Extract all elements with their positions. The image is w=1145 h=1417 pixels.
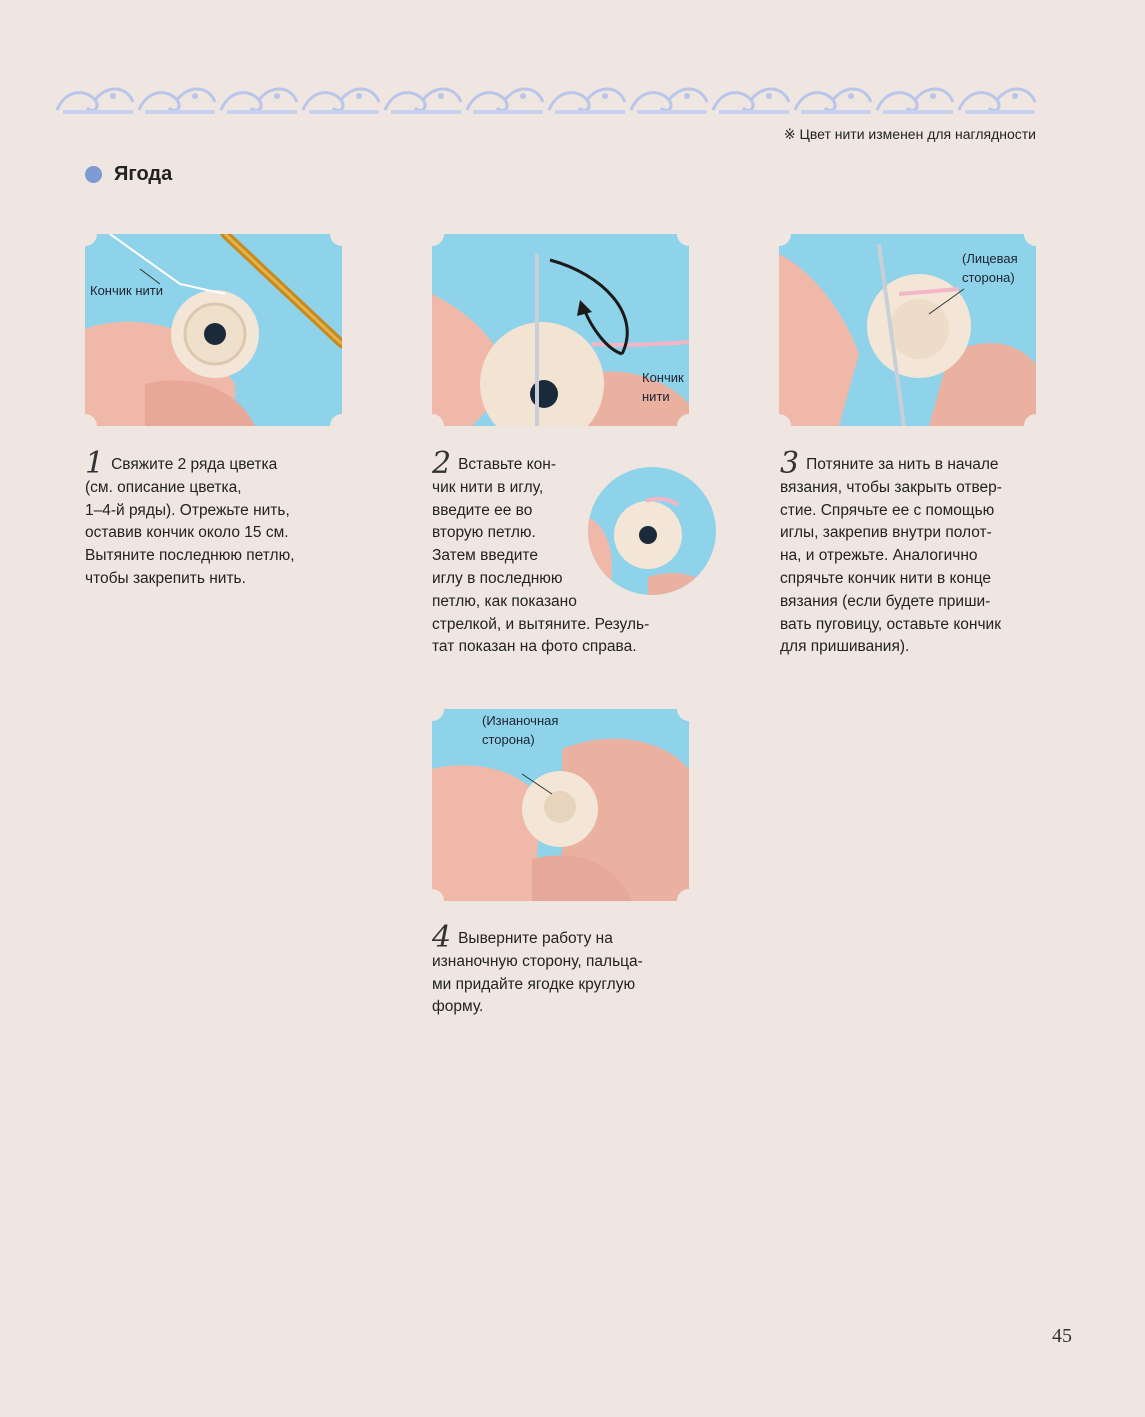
color-note: ※ Цвет нити изменен для наглядности bbox=[783, 126, 1036, 142]
section-heading bbox=[85, 163, 172, 186]
bullet-icon bbox=[85, 166, 102, 183]
step-line: чик нити в иглу, bbox=[432, 478, 544, 496]
step-2-text bbox=[432, 446, 650, 659]
step-line-text: Выверните работу на bbox=[458, 930, 613, 947]
caption-line: Кончик bbox=[642, 370, 684, 385]
step-1-text bbox=[85, 446, 295, 591]
caption-line: нити bbox=[642, 389, 670, 404]
step-number: 3 bbox=[780, 446, 800, 481]
caption-line: сторона) bbox=[962, 270, 1015, 285]
step-line: оставив кончик около 15 см. bbox=[85, 524, 289, 542]
step-line-text: Свяжите 2 ряда цветка bbox=[111, 456, 278, 473]
step-line: Вытяните последнюю петлю, bbox=[85, 547, 295, 565]
step-line: иглу в последнюю bbox=[432, 569, 563, 587]
step-line: на, и отрежьте. Аналогично bbox=[780, 547, 978, 565]
step-line bbox=[85, 446, 295, 481]
step-line: спрячьте кончик нити в конце bbox=[780, 569, 992, 587]
step-4-text bbox=[432, 920, 643, 1019]
step-line-text: Потяните за нить в начале bbox=[806, 456, 999, 473]
step-number: 2 bbox=[432, 446, 452, 481]
step-line: вязания (если будете приши- bbox=[780, 592, 991, 610]
step-line: петлю, как показано bbox=[432, 592, 577, 610]
caption-line: (Изнаночная bbox=[482, 713, 559, 728]
step-2-photo bbox=[432, 234, 689, 426]
step-line: 1–4-й ряды). Отрежьте нить, bbox=[85, 501, 290, 519]
photo-caption bbox=[962, 249, 1018, 287]
step-line: ми придайте ягодке круглую bbox=[432, 975, 636, 993]
step-line: вать пуговицу, оставьте кончик bbox=[780, 615, 1001, 633]
step-line: стрелкой, и вытяните. Резуль- bbox=[432, 615, 650, 633]
step-number: 1 bbox=[85, 446, 105, 481]
page-number: 45 bbox=[1052, 1325, 1072, 1347]
photo-caption: Кончик нити bbox=[90, 283, 163, 298]
step-line: тат показан на фото справа. bbox=[432, 638, 637, 656]
step-line: чтобы закрепить нить. bbox=[85, 569, 246, 587]
step-3-text bbox=[780, 446, 1002, 659]
caption-line: (Лицевая bbox=[962, 251, 1018, 266]
section-title: Ягода bbox=[114, 163, 173, 185]
step-line bbox=[432, 920, 643, 955]
step-line: для пришивания). bbox=[780, 638, 910, 656]
decorative-border-ornament bbox=[55, 82, 1040, 120]
photo-caption bbox=[642, 368, 684, 406]
step-line bbox=[780, 446, 1002, 481]
step-line: вторую петлю. bbox=[432, 524, 536, 542]
step-line: вязания, чтобы закрыть отвер- bbox=[780, 478, 1002, 496]
step-line: изнаночную сторону, пальца- bbox=[432, 952, 643, 970]
step-line: (см. описание цветка, bbox=[85, 478, 242, 496]
photo-caption bbox=[482, 711, 558, 749]
step-line: стие. Спрячьте ее с помощью bbox=[780, 501, 995, 519]
step-line: иглы, закрепив внутри полот- bbox=[780, 524, 992, 542]
step-line: Затем введите bbox=[432, 547, 538, 565]
step-line: форму. bbox=[432, 998, 484, 1016]
step-line-text: Вставьте кон- bbox=[458, 456, 556, 473]
step-line: введите ее во bbox=[432, 501, 533, 519]
step-number: 4 bbox=[432, 920, 452, 955]
step-4-photo bbox=[432, 709, 689, 901]
step-line bbox=[432, 446, 649, 481]
caption-line: сторона) bbox=[482, 732, 535, 747]
step-1-photo bbox=[85, 234, 342, 426]
step-3-photo bbox=[779, 234, 1036, 426]
